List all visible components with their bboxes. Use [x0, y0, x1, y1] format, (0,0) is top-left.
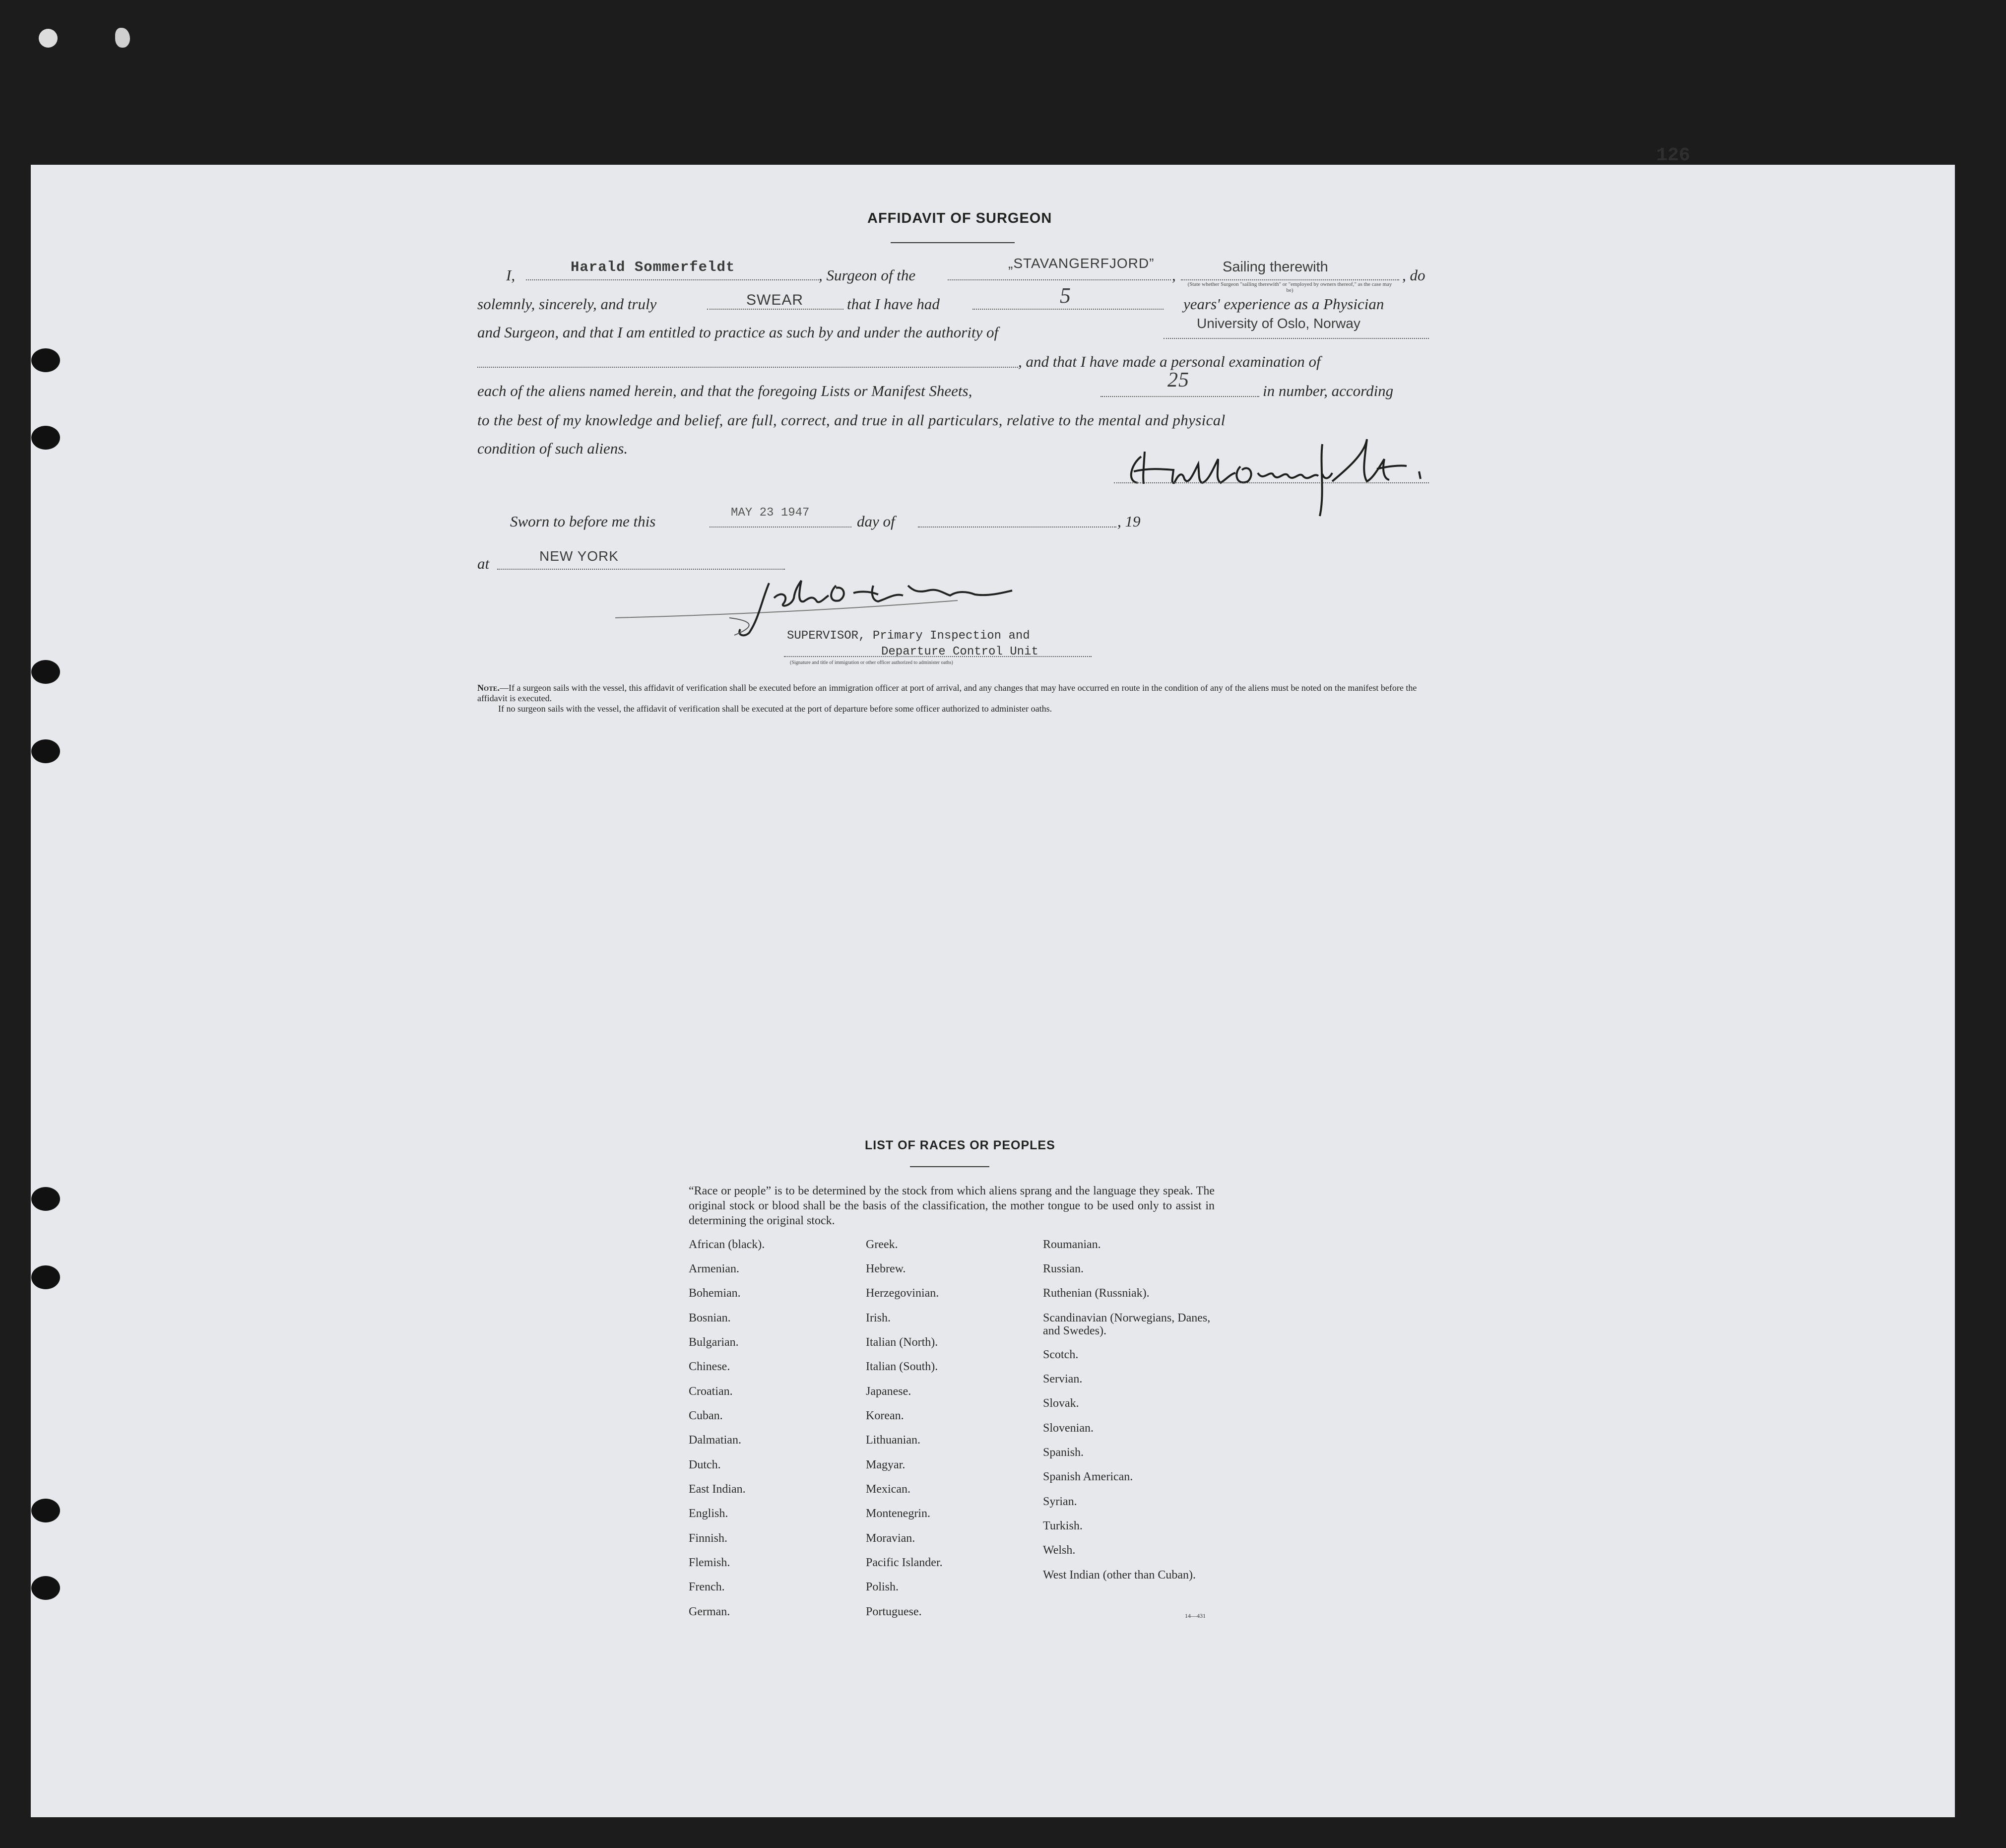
- race-item: Polish.: [866, 1581, 899, 1593]
- ship-field: „STAVANGERFJORD”: [1008, 256, 1155, 271]
- surgeon-name-line: [526, 279, 819, 280]
- text-in-number: in number, according: [1263, 382, 1394, 399]
- race-item: Mexican.: [866, 1483, 910, 1496]
- text-to-the-best: to the best of my knowledge and belief, are full, correct, and true in all particulars, relative to the mental and physical: [477, 411, 1226, 429]
- race-item: Servian.: [1043, 1373, 1083, 1386]
- race-item: German.: [689, 1605, 730, 1618]
- status-field: Sailing therewith: [1223, 259, 1328, 275]
- race-item: Cuban.: [689, 1409, 723, 1422]
- race-item: French.: [689, 1581, 725, 1593]
- race-item: Japanese.: [866, 1385, 911, 1398]
- punch-hole: [31, 1576, 60, 1600]
- race-item: Syrian.: [1043, 1495, 1077, 1508]
- race-item: English.: [689, 1507, 728, 1520]
- note-paragraph-1: —If a surgeon sails with the vessel, this affidavit of verification shall be executed before an immigration officer at port of arrival, and any changes that may have occurred en route in the condition of any of the aliens must be noted on the manifest before the affidavit is executed.: [477, 683, 1417, 703]
- race-item: Bohemian.: [689, 1287, 741, 1300]
- punch-hole: [31, 660, 60, 684]
- race-item: Irish.: [866, 1312, 891, 1324]
- races-title-underline: [910, 1166, 989, 1167]
- officer-caption: (Signature and title of immigration or other officer authorized to administer oaths): [790, 660, 953, 665]
- text-years-experience: years' experience as a Physician: [1183, 295, 1384, 313]
- authority-field: University of Oslo, Norway: [1197, 316, 1360, 331]
- race-item: Russian.: [1043, 1262, 1084, 1275]
- ship-line: [948, 279, 1171, 280]
- authority-line: [1164, 338, 1429, 339]
- punch-hole: [31, 739, 60, 763]
- races-title: LIST OF RACES OR PEOPLES: [865, 1138, 1055, 1152]
- race-item: Dutch.: [689, 1458, 721, 1471]
- punch-hole: [31, 1265, 60, 1289]
- race-item: Slovak.: [1043, 1397, 1079, 1410]
- place-line: [497, 569, 785, 570]
- film-sprocket-mark: [39, 29, 58, 48]
- text-surgeon-of-the: , Surgeon of the: [819, 266, 916, 284]
- surgeon-signature: [1114, 424, 1431, 519]
- title-underline: [891, 242, 1015, 243]
- text-condition: condition of such aliens.: [477, 440, 628, 457]
- text-solemnly: solemnly, sincerely, and truly: [477, 295, 657, 313]
- officer-title-line1: SUPERVISOR, Primary Inspection and: [787, 629, 1030, 643]
- race-item: Croatian.: [689, 1385, 733, 1398]
- race-item: Italian (North).: [866, 1336, 938, 1349]
- sheets-line: [1100, 396, 1259, 397]
- text-do: , do: [1402, 266, 1425, 284]
- surgeon-signature-line: [1114, 482, 1429, 483]
- race-item: Italian (South).: [866, 1360, 938, 1373]
- punch-hole: [31, 426, 60, 450]
- status-line: [1181, 279, 1399, 280]
- race-item: Scandinavian (Norwegians, Danes, and Swedes).: [1043, 1312, 1211, 1337]
- years-field: 5: [1060, 283, 1071, 308]
- race-item: Portuguese.: [866, 1605, 922, 1618]
- oath-line: [707, 309, 843, 310]
- race-item: Spanish.: [1043, 1446, 1084, 1459]
- text-comma: ,: [1172, 266, 1176, 284]
- punch-hole: [31, 348, 60, 372]
- affidavit-note: [477, 683, 1430, 714]
- note-paragraph-2: If no surgeon sails with the vessel, the affidavit of verification shall be executed at the port of departure before some officer authorized to administer oaths.: [498, 704, 1052, 714]
- race-item: African (black).: [689, 1238, 765, 1251]
- text-that-i-have-had: that I have had: [847, 295, 940, 313]
- oath-field: SWEAR: [746, 292, 804, 308]
- note-label: Note.: [477, 683, 500, 693]
- sworn-date-stamp: MAY 23 1947: [731, 506, 810, 520]
- race-item: Spanish American.: [1043, 1470, 1133, 1483]
- surgeon-name-field: Harald Sommerfeldt: [571, 259, 735, 275]
- officer-title-line2: Departure Control Unit: [881, 645, 1038, 659]
- races-intro: “Race or people” is to be determined by the stock from which aliens sprang and the language they speak. The original stock or blood shall be the basis of the classification, the mother tongue to be used only to assist in determining the original stock.: [689, 1185, 1215, 1227]
- race-item: Hebrew.: [866, 1262, 906, 1275]
- race-item: Scotch.: [1043, 1348, 1079, 1361]
- race-item: Finnish.: [689, 1532, 728, 1545]
- status-hint: (State whether Surgeon "sailing therewith" or "employed by owners thereof," as the case may be): [1187, 281, 1392, 293]
- race-item: Roumanian.: [1043, 1238, 1101, 1251]
- race-item: West Indian (other than Cuban).: [1043, 1569, 1196, 1582]
- film-sprocket-mark: [115, 28, 130, 48]
- place-field: NEW YORK: [539, 548, 619, 564]
- race-item: Bosnian.: [689, 1312, 731, 1324]
- race-item: Greek.: [866, 1238, 898, 1251]
- form-number: 14—431: [1185, 1612, 1206, 1619]
- race-item: Armenian.: [689, 1262, 739, 1275]
- month-line: [918, 527, 1116, 528]
- text-day-of: day of: [857, 513, 895, 530]
- race-item: Flemish.: [689, 1556, 730, 1569]
- race-item: Magyar.: [866, 1458, 906, 1471]
- affidavit-title: AFFIDAVIT OF SURGEON: [867, 210, 1052, 226]
- text-and-surgeon: and Surgeon, and that I am entitled to practice as such by and under the authority of: [477, 324, 999, 341]
- sworn-date-line: [710, 527, 851, 528]
- race-item: Herzegovinian.: [866, 1287, 939, 1300]
- race-item: Dalmatian.: [689, 1434, 741, 1447]
- punch-hole: [31, 1499, 60, 1522]
- race-item: Moravian.: [866, 1532, 915, 1545]
- race-item: Turkish.: [1043, 1519, 1083, 1532]
- text-sworn: Sworn to before me this: [510, 513, 656, 530]
- text-i: I,: [506, 266, 516, 284]
- text-year: , 19: [1117, 513, 1141, 530]
- race-item: Welsh.: [1043, 1544, 1076, 1557]
- race-item: Slovenian.: [1043, 1422, 1094, 1435]
- race-item: Ruthenian (Russniak).: [1043, 1287, 1150, 1300]
- race-item: Pacific Islander.: [866, 1556, 943, 1569]
- officer-signature-line: [784, 656, 1092, 657]
- race-item: Montenegrin.: [866, 1507, 930, 1520]
- text-at: at: [477, 555, 490, 572]
- text-each-of: each of the aliens named herein, and that the foregoing Lists or Manifest Sheets,: [477, 382, 972, 399]
- race-item: Lithuanian.: [866, 1434, 920, 1447]
- punch-hole: [31, 1187, 60, 1211]
- race-item: Bulgarian.: [689, 1336, 739, 1349]
- page-number: 126: [1656, 145, 1690, 166]
- years-line: [972, 309, 1164, 310]
- race-item: Chinese.: [689, 1360, 730, 1373]
- race-item: East Indian.: [689, 1483, 746, 1496]
- sheets-field: 25: [1167, 369, 1189, 392]
- authority-continuation-line: [477, 367, 1018, 368]
- race-item: Korean.: [866, 1409, 904, 1422]
- text-and-that: , and that I have made a personal examination of: [1018, 353, 1321, 370]
